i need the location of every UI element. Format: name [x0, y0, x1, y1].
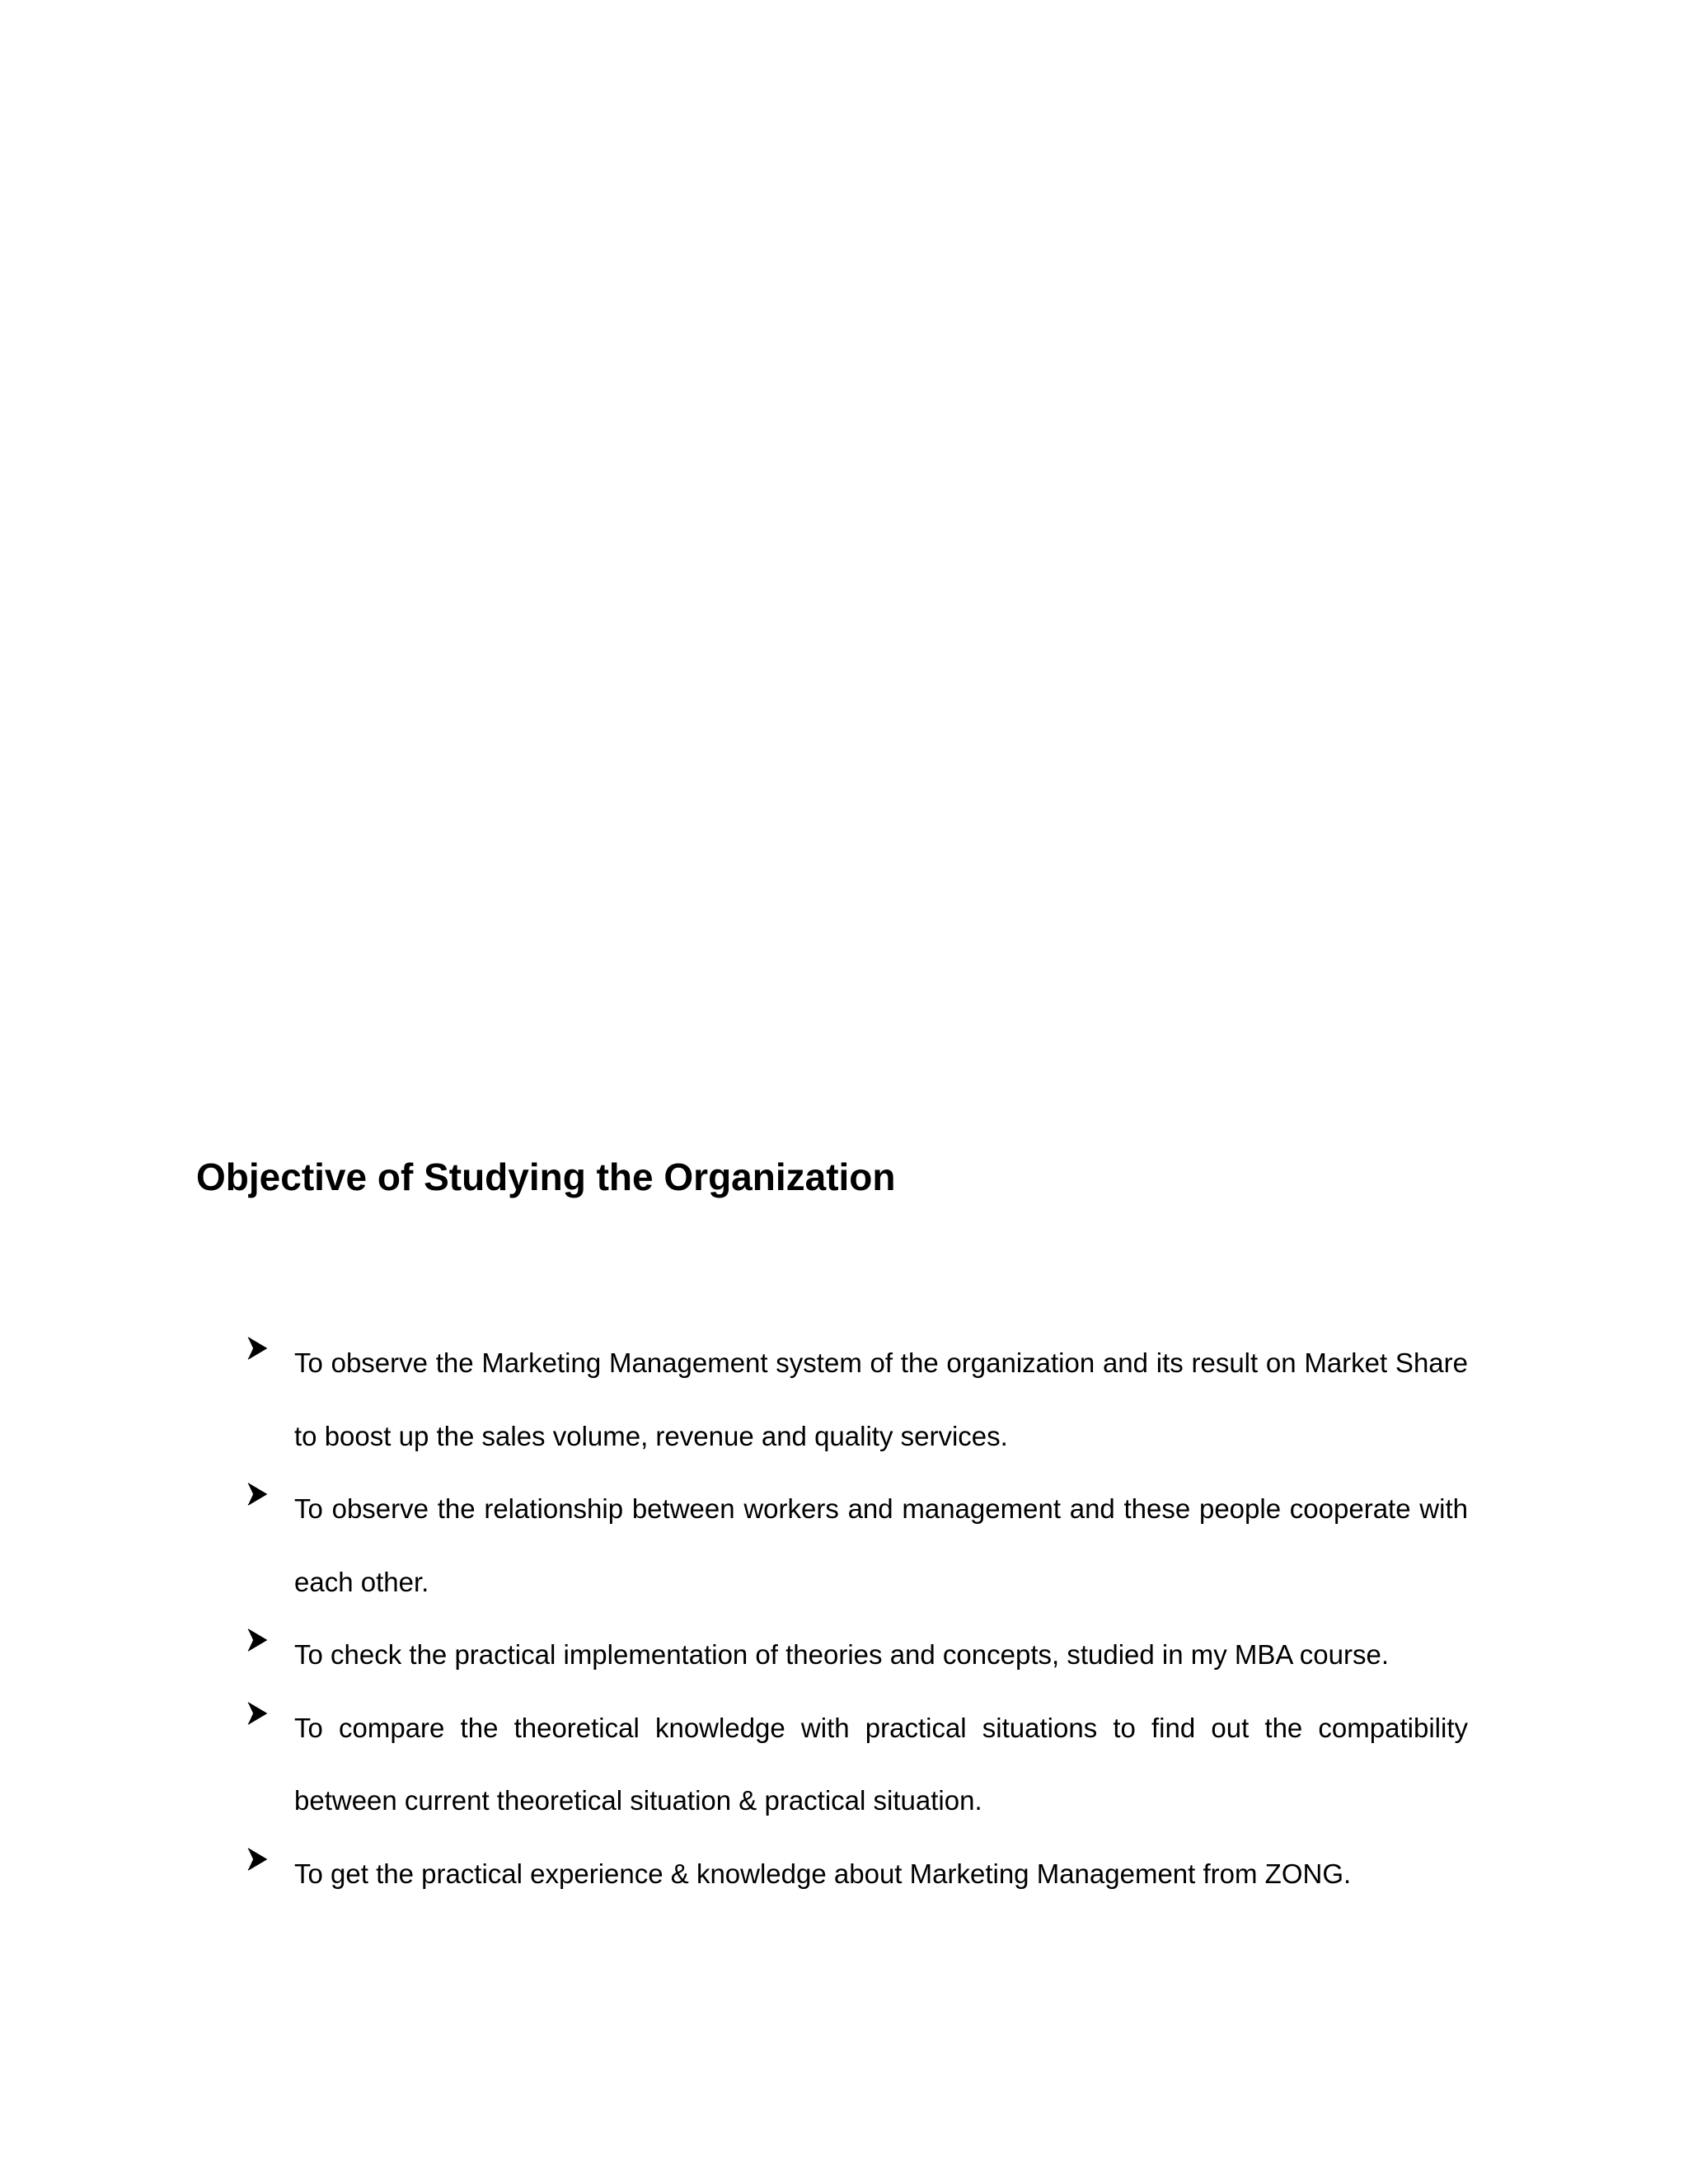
- list-item: [0, 1327, 1688, 1473]
- list-item: [0, 1692, 1688, 1838]
- objective-text: To get the practical experience & knowledge about Marketing Management from ZONG.: [294, 1858, 1352, 1889]
- objective-text: To observe the relationship between workers and management and these people cooperate with each other.: [294, 1493, 1468, 1597]
- arrowhead-bullet-icon: [247, 1337, 267, 1360]
- objective-text: To observe the Marketing Management system of the organization and its result on Market Share to boost up the sales volume, revenue and quality services.: [294, 1347, 1468, 1451]
- objective-text: To compare the theoretical knowledge with practical situations to find out the compatibility between current theoretical situation & practical situation.: [294, 1712, 1468, 1816]
- list-item: [0, 1619, 1688, 1692]
- section-heading: Objective of Studying the Organization: [196, 1155, 896, 1198]
- arrowhead-bullet-icon: [247, 1483, 267, 1506]
- objectives-list: [0, 1327, 1688, 1910]
- arrowhead-bullet-icon: [247, 1848, 267, 1871]
- arrowhead-bullet-icon: [247, 1629, 267, 1652]
- arrowhead-bullet-icon: [247, 1702, 267, 1725]
- objective-text: To check the practical implementation of theories and concepts, studied in my MBA course.: [294, 1639, 1390, 1670]
- list-item: [0, 1473, 1688, 1619]
- list-item: [0, 1838, 1688, 1911]
